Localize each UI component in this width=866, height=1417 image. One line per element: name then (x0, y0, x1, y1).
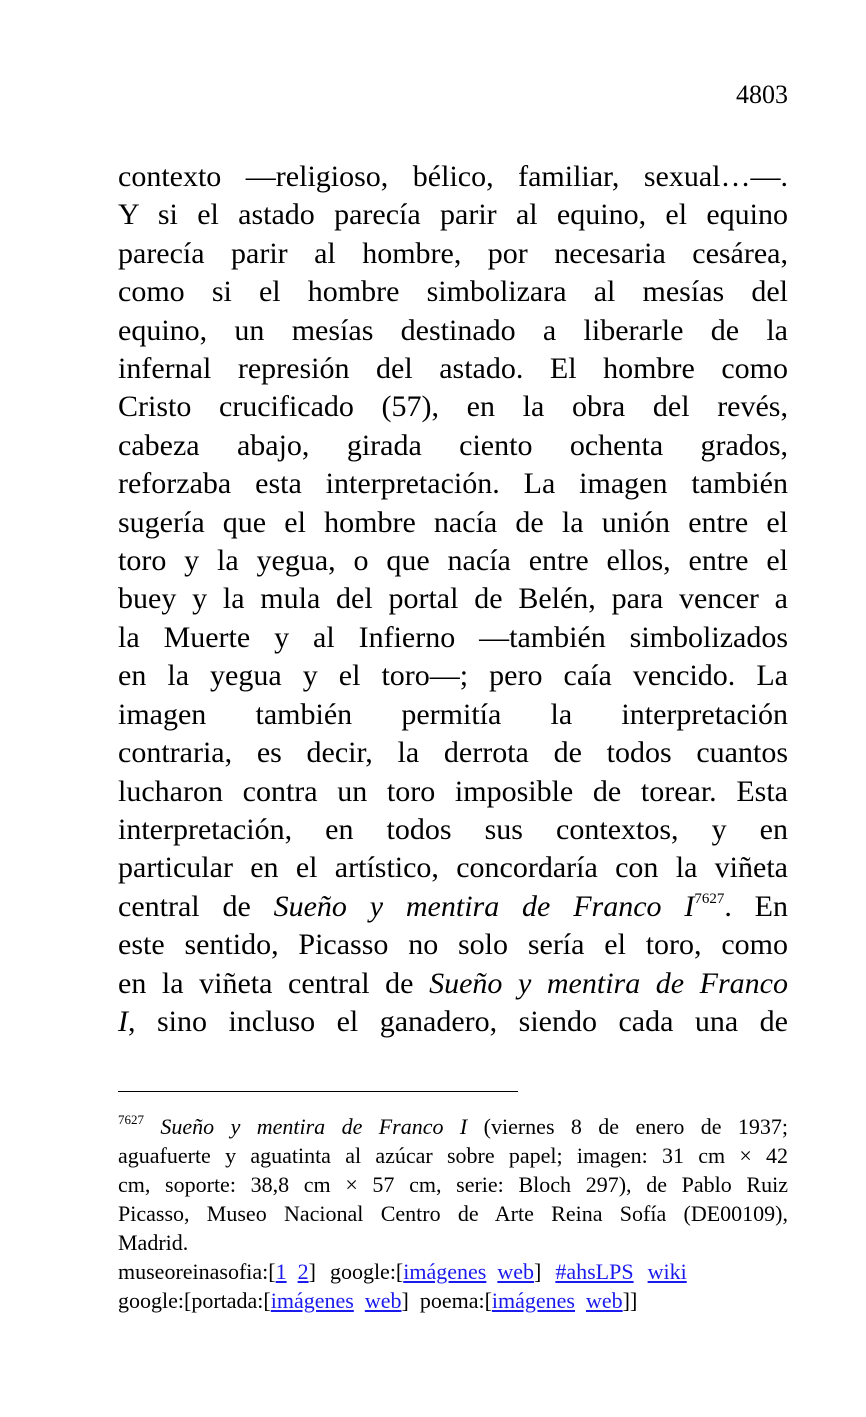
bracket: ] (534, 1259, 542, 1284)
text-line: como si el hombre simbolizara al mesías del (118, 275, 788, 309)
text-run: central de (118, 889, 274, 923)
footnote-reference[interactable]: 7627 (694, 890, 725, 907)
footnote-line: cm, soporte: 38,8 cm × 57 cm, serie: Bloch 297), de Pablo Ruiz (118, 1172, 788, 1197)
wiki-link[interactable]: wiki (647, 1259, 687, 1284)
google-images-link[interactable]: imágenes (403, 1259, 487, 1284)
text-line: la Muerte y al Infierno —también simbolizados (118, 620, 788, 654)
text-line: cabeza abajo, girada ciento ochenta grados, (118, 428, 788, 462)
text-line (118, 965, 788, 1003)
bracket: ] (308, 1259, 316, 1284)
footnote-separator (118, 1091, 518, 1092)
google-prefix: google:[ (329, 1259, 404, 1284)
links-prefix: google:[portada:[ (118, 1288, 271, 1313)
text-line: lucharon contra un toro imposible de torear. Esta (118, 774, 788, 808)
page-number: 4803 (736, 80, 788, 109)
footnote-line: Picasso, Museo Nacional Centro de Arte Reina Sofía (DE00109), (118, 1201, 788, 1226)
hashtag-link[interactable]: #ahsLPS (555, 1259, 634, 1284)
text-line: infernal represión del astado. El hombre como (118, 352, 788, 386)
text-line: contraria, es decir, la derrota de todos cuantos (118, 736, 788, 770)
poema-prefix: poema:[ (419, 1288, 492, 1313)
footnote-links-line (118, 1257, 788, 1286)
poema-images-link[interactable]: imágenes (491, 1288, 575, 1313)
footnote (118, 1112, 788, 1315)
artwork-title: Sueño y mentira de Franco (429, 966, 788, 1000)
google-web-link[interactable]: web (497, 1259, 535, 1284)
text-line: contexto —religioso, bélico, familiar, sexual…—. (118, 160, 788, 193)
text-line: sugería que el hombre nacía de la unión entre el (118, 505, 788, 539)
footnote-title: Sueño y mentira de Franco I (160, 1114, 468, 1139)
text-line: Y si el astado parecía parir al equino, el equino (118, 198, 788, 232)
text-line: parecía parir al hombre, por necesaria cesárea, (118, 236, 788, 270)
body-text (118, 158, 788, 1041)
bracket: ] (401, 1288, 409, 1313)
poema-web-link[interactable]: web (586, 1288, 623, 1313)
portada-web-link[interactable]: web (364, 1288, 402, 1313)
text-run: (viernes 8 de enero de 1937; (467, 1114, 789, 1139)
text-line: Cristo crucificado (57), en la obra del revés, (118, 390, 788, 424)
museo-link-1[interactable]: 1 (275, 1259, 287, 1284)
text-line (118, 888, 788, 926)
text-line: reforzaba esta interpretación. La imagen también (118, 467, 788, 501)
text-line (118, 1003, 788, 1041)
text-line: equino, un mesías destinado a liberarle de la (118, 313, 788, 347)
links-prefix: museoreinasofia:[ (118, 1259, 276, 1284)
museo-link-2[interactable]: 2 (297, 1259, 309, 1284)
text-run: , sino incluso el ganadero, siendo cada una de (128, 1004, 788, 1038)
artwork-title: I (118, 1004, 128, 1038)
text-line: toro y la yegua, o que nacía entre ellos, entre el (118, 544, 788, 578)
artwork-title: Sueño y mentira de Franco I (273, 889, 695, 923)
text-line: particular en el artístico, concordaría con la viñeta (118, 851, 788, 885)
text-line: imagen también permitía la interpretación (118, 697, 788, 731)
footnote-links-line (118, 1286, 788, 1315)
footnote-line: aguafuerte y aguatinta al azúcar sobre papel; imagen: 31 cm × 42 (118, 1143, 788, 1168)
footnote-mark: 7627 (118, 1112, 144, 1127)
text-line: buey y la mula del portal de Belén, para vencer a (118, 582, 788, 616)
text-line: interpretación, en todos sus contextos, y en (118, 812, 788, 846)
text-run: . En (724, 889, 789, 923)
text-line: este sentido, Picasso no solo sería el toro, como (118, 928, 788, 962)
text-run: en la viñeta central de (118, 966, 430, 1000)
text-line: en la yegua y el toro—; pero caía vencido. La (118, 659, 788, 693)
footnote-line: Madrid. (118, 1230, 189, 1255)
bracket: ]] (622, 1288, 638, 1313)
footnote-line (118, 1112, 788, 1141)
portada-images-link[interactable]: imágenes (270, 1288, 354, 1313)
